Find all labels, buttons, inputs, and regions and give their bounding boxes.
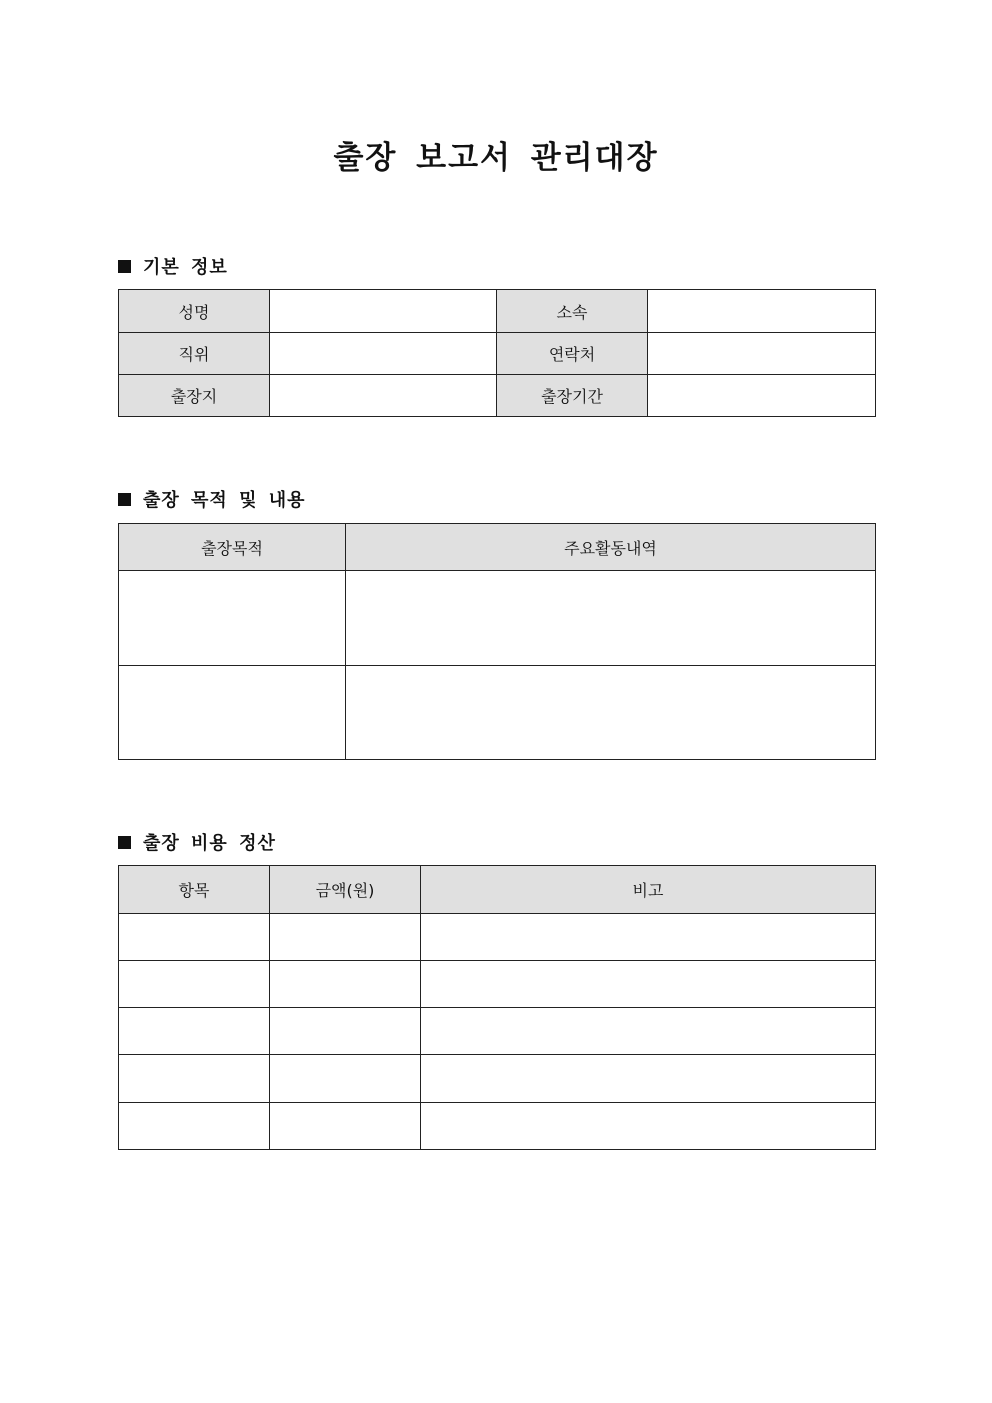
contact-value-cell[interactable] bbox=[648, 333, 876, 375]
purpose-cell[interactable] bbox=[119, 666, 346, 760]
item-cell[interactable] bbox=[119, 1103, 270, 1150]
purpose-cell[interactable] bbox=[119, 571, 346, 666]
basic-info-table bbox=[118, 289, 876, 417]
label-cell: 직위 bbox=[119, 333, 270, 375]
section-heading-label: 기본 정보 bbox=[143, 257, 228, 278]
table-row bbox=[119, 1008, 876, 1055]
name-value-cell[interactable] bbox=[270, 290, 497, 333]
period-value-cell[interactable] bbox=[648, 375, 876, 417]
column-header: 출장목적 bbox=[119, 524, 346, 571]
table-row bbox=[119, 1055, 876, 1103]
position-value-cell[interactable] bbox=[270, 333, 497, 375]
label-cell: 출장지 bbox=[119, 375, 270, 417]
note-cell[interactable] bbox=[421, 1055, 876, 1103]
table-row bbox=[119, 1103, 876, 1150]
amount-cell[interactable] bbox=[270, 961, 421, 1008]
section-heading-label: 출장 비용 정산 bbox=[143, 833, 276, 854]
label-cell: 출장기간 bbox=[497, 375, 648, 417]
note-cell[interactable] bbox=[421, 1103, 876, 1150]
amount-cell[interactable] bbox=[270, 1008, 421, 1055]
table-header-row bbox=[119, 524, 876, 571]
table-row bbox=[119, 961, 876, 1008]
purpose-table bbox=[118, 523, 876, 760]
item-cell[interactable] bbox=[119, 914, 270, 961]
square-bullet-icon bbox=[118, 493, 131, 506]
document-title: 출장 보고서 관리대장 bbox=[333, 140, 659, 176]
label-cell: 연락처 bbox=[497, 333, 648, 375]
column-header: 금액(원) bbox=[270, 866, 421, 914]
item-cell[interactable] bbox=[119, 1055, 270, 1103]
label-cell: 성명 bbox=[119, 290, 270, 333]
label-cell: 소속 bbox=[497, 290, 648, 333]
section-heading-basic-info bbox=[118, 253, 228, 279]
note-cell[interactable] bbox=[421, 1008, 876, 1055]
table-row bbox=[119, 914, 876, 961]
column-header: 비고 bbox=[421, 866, 876, 914]
column-header: 주요활동내역 bbox=[346, 524, 876, 571]
item-cell[interactable] bbox=[119, 961, 270, 1008]
section-heading-expense bbox=[118, 829, 276, 855]
note-cell[interactable] bbox=[421, 914, 876, 961]
expense-table bbox=[118, 865, 876, 1150]
activity-cell[interactable] bbox=[346, 571, 876, 666]
square-bullet-icon bbox=[118, 260, 131, 273]
table-header-row bbox=[119, 866, 876, 914]
destination-value-cell[interactable] bbox=[270, 375, 497, 417]
table-row bbox=[119, 290, 876, 333]
table-row bbox=[119, 375, 876, 417]
section-heading-purpose bbox=[118, 486, 306, 512]
activity-cell[interactable] bbox=[346, 666, 876, 760]
column-header: 항목 bbox=[119, 866, 270, 914]
note-cell[interactable] bbox=[421, 961, 876, 1008]
amount-cell[interactable] bbox=[270, 914, 421, 961]
square-bullet-icon bbox=[118, 836, 131, 849]
item-cell[interactable] bbox=[119, 1008, 270, 1055]
table-row bbox=[119, 571, 876, 666]
amount-cell[interactable] bbox=[270, 1103, 421, 1150]
table-row bbox=[119, 333, 876, 375]
table-row bbox=[119, 666, 876, 760]
section-heading-label: 출장 목적 및 내용 bbox=[143, 490, 306, 511]
amount-cell[interactable] bbox=[270, 1055, 421, 1103]
department-value-cell[interactable] bbox=[648, 290, 876, 333]
